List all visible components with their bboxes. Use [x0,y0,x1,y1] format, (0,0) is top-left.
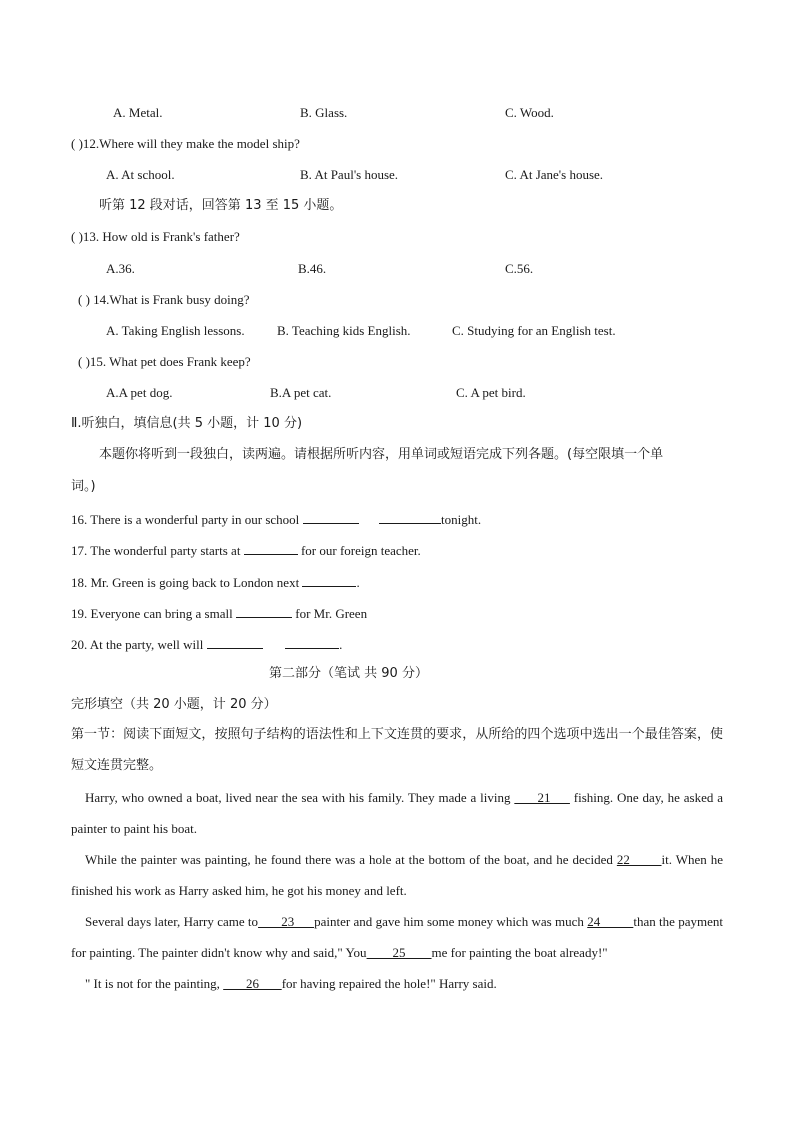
passage-text: than the payment for painting. The painter didn't know why and said," You [71,914,724,960]
q15-question [78,353,251,371]
answer-bracket: ( ) [71,229,83,244]
passage-paragraph [71,782,723,844]
q18-line [71,572,360,592]
q14-option-a: A. Taking English lessons. [106,323,245,338]
answer-blank[interactable] [303,509,359,524]
q15-option-b: B.A pet cat. [270,385,332,400]
passage-text: me for painting the boat already!" [431,945,608,960]
passage-text: Several days later, Harry came to [85,914,259,929]
q13-question [71,228,240,246]
q11-option-b: B. Glass. [300,105,348,120]
passage-text: While the painter was painting, he found there was a hole at the bottom of the boat, and he decided [85,852,617,867]
q14-option-c: C. Studying for an English test. [452,323,616,338]
answer-blank[interactable] [207,634,263,649]
q14-question [78,291,250,309]
cloze-passage [71,782,723,999]
q13-option-b: B.46. [298,261,327,276]
answer-blank[interactable] [285,634,339,649]
question-text-end: tonight. [441,512,482,527]
answer-blank[interactable] [302,572,356,587]
question-text-end: . [339,637,343,652]
passage-text: for having repaired the hole!" Harry said. [281,976,497,991]
blank-22[interactable]: 22 [616,852,662,867]
question-text-end: . [356,575,360,590]
q12-question [71,135,300,153]
part2-instruction-line1: 本题你将听到一段独白，读两遍。请根据所听内容，用单词或短语完成下列各题。(每空限填一个单 [99,447,664,462]
question-text: 20. At the party, well will [71,637,204,652]
part2-instruction-line2: 词。) [71,479,96,494]
answer-blank[interactable] [236,603,292,618]
q11-option-a: A. Metal. [113,105,163,120]
question-stem: 15. What pet does Frank keep? [89,354,251,369]
answer-bracket: ( ) [78,292,90,307]
answer-blank[interactable] [379,509,441,524]
question-text: 18. Mr. Green is going back to London next [71,575,300,590]
question-text: 19. Everyone can bring a small [71,606,233,621]
passage-text: painter and gave him some money which was much [314,914,588,929]
section12-instruction: 听第 12 段对话，回答第 13 至 15 小题。 [99,198,343,213]
q15-option-a: A.A pet dog. [106,385,173,400]
q13-option-c: C.56. [505,261,534,276]
section1-instruction: 第一节：阅读下面短文，按照句子结构的语法性和上下文连贯的要求，从所给的四个选项中选出一个最佳答案，使短文连贯完整。 [71,727,723,773]
passage-text: fishing. One day, he asked a painter to paint his boat. [71,790,723,836]
blank-21[interactable]: 21 [514,790,570,805]
q16-line [71,509,481,529]
q11-option-c: C. Wood. [505,105,554,120]
blank-24[interactable]: 24 [587,914,634,929]
passage-paragraph [71,906,723,968]
passage-text: " It is not for the painting, [85,976,224,991]
question-text-end: for our foreign teacher. [300,543,421,558]
q20-line [71,634,342,654]
question-text: 16. There is a wonderful party in our school [71,512,300,527]
passage-text: it. When he finished his work as Harry asked him, he got his money and left. [71,852,723,898]
part2-heading: Ⅱ.听独白，填信息(共 5 小题，计 10 分) [71,416,303,431]
q12-option-c: C. At Jane's house. [505,167,604,182]
passage-text: Harry, who owned a boat, lived near the sea with his family. They made a living [85,790,515,805]
q12-option-a: A. At school. [106,167,175,182]
passage-paragraph [71,968,723,999]
question-text-end: for Mr. Green [295,606,368,621]
question-stem: 14.What is Frank busy doing? [93,292,250,307]
cloze-heading: 完形填空（共 20 小题，计 20 分） [71,697,277,712]
q15-option-c: C. A pet bird. [456,385,526,400]
answer-bracket: ( ) [71,136,83,151]
q17-line [71,540,421,560]
written-part-title: 第二部分（笔试 共 90 分） [269,666,428,681]
answer-bracket: ( ) [78,354,90,369]
q14-option-b: B. Teaching kids English. [277,323,411,338]
blank-26[interactable]: 26 [223,976,282,991]
passage-paragraph [71,844,723,906]
q13-option-a: A.36. [106,261,135,276]
question-text: 17. The wonderful party starts at [71,543,241,558]
blank-23[interactable]: 23 [258,914,315,929]
answer-blank[interactable] [244,540,298,555]
question-stem: 12.Where will they make the model ship? [82,136,300,151]
question-stem: 13. How old is Frank's father? [82,229,240,244]
q12-option-b: B. At Paul's house. [300,167,399,182]
q19-line [71,603,367,623]
blank-25[interactable]: 25 [366,945,432,960]
